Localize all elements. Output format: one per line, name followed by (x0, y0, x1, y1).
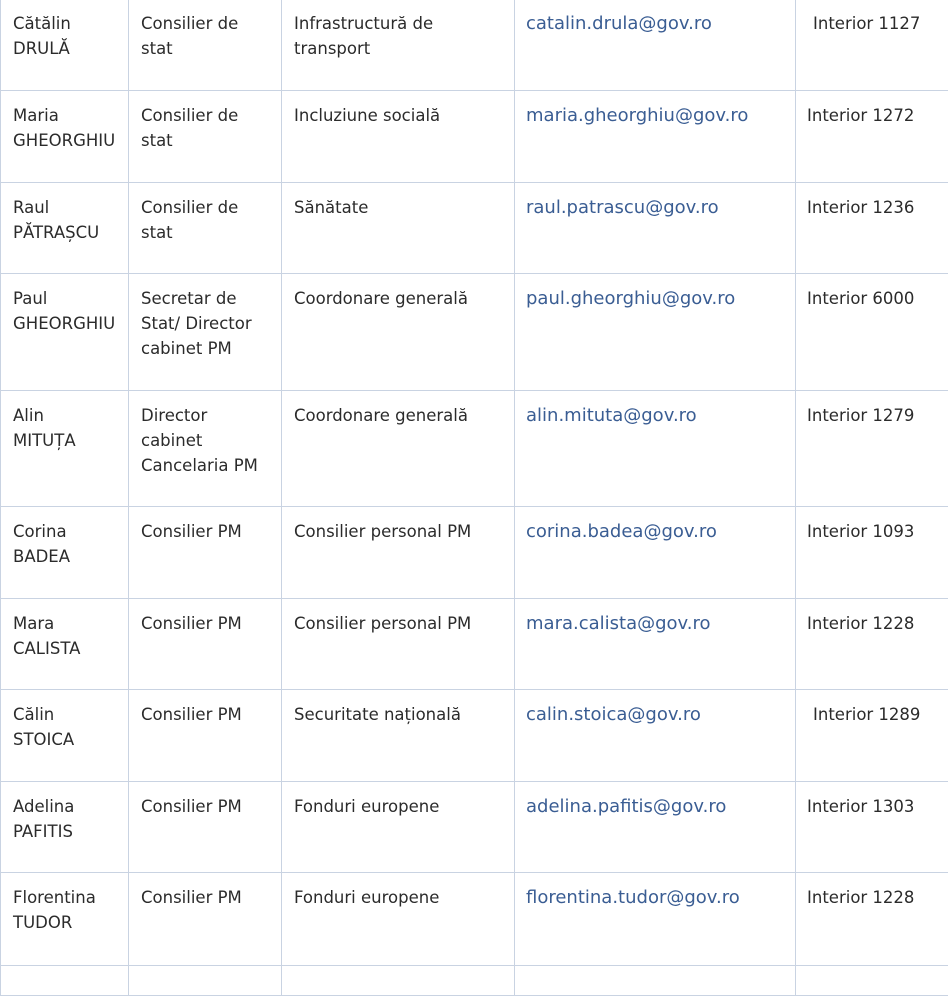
first-name: Călin (13, 705, 54, 724)
area-cell: Consilier personal PM (282, 507, 515, 599)
email-link[interactable]: corina.badea@gov.ro (515, 507, 796, 599)
role-cell: Consilier de stat (129, 0, 282, 91)
area-cell: Securitate națională (282, 690, 515, 782)
role-cell: Consilier PM (129, 690, 282, 782)
first-name: Maria (13, 106, 59, 125)
phone-cell: Interior 1303 (796, 782, 948, 873)
last-name: TUDOR (13, 913, 72, 932)
phone-cell: Interior 1228 (796, 599, 948, 690)
table-row (1, 183, 948, 274)
area-cell: Coordonare generală (282, 274, 515, 391)
role-cell: Consilier PM (129, 782, 282, 873)
empty-cell (129, 966, 282, 996)
phone-cell: Interior 1236 (796, 183, 948, 274)
name-cell (1, 0, 129, 91)
area-cell: Coordonare generală (282, 391, 515, 507)
name-cell (1, 183, 129, 274)
area-cell: Incluziune socială (282, 91, 515, 183)
last-name: PAFITIS (13, 822, 73, 841)
area-cell: Fonduri europene (282, 782, 515, 873)
email-link[interactable]: paul.gheorghiu@gov.ro (515, 274, 796, 391)
last-name: BADEA (13, 547, 70, 566)
role-cell: Director cabinet Cancelaria PM (129, 391, 282, 507)
first-name: Corina (13, 522, 67, 541)
name-cell (1, 274, 129, 391)
phone-cell: Interior 6000 (796, 274, 948, 391)
area-cell: Infrastructură de transport (282, 0, 515, 91)
table-row (1, 391, 948, 507)
table-row (1, 599, 948, 690)
last-name: DRULĂ (13, 39, 70, 58)
area-cell: Consilier personal PM (282, 599, 515, 690)
phone-cell: Interior 1228 (796, 873, 948, 966)
role-cell: Consilier PM (129, 873, 282, 966)
name-cell (1, 599, 129, 690)
first-name: Cătălin (13, 14, 71, 33)
phone-cell: Interior 1272 (796, 91, 948, 183)
role-cell: Secretar de Stat/ Director cabinet PM (129, 274, 282, 391)
last-name: CALISTA (13, 639, 80, 658)
empty-cell (796, 966, 948, 996)
table-row (1, 91, 948, 183)
name-cell (1, 690, 129, 782)
table-row (1, 873, 948, 966)
area-cell: Fonduri europene (282, 873, 515, 966)
email-link[interactable]: raul.patrascu@gov.ro (515, 183, 796, 274)
role-cell: Consilier PM (129, 507, 282, 599)
table-row (1, 782, 948, 873)
name-cell (1, 91, 129, 183)
last-name: STOICA (13, 730, 74, 749)
phone-cell: Interior 1289 (796, 690, 948, 782)
table-row-partial (1, 966, 948, 996)
first-name: Alin (13, 406, 44, 425)
last-name: MITUȚA (13, 431, 76, 450)
name-cell (1, 391, 129, 507)
first-name: Raul (13, 198, 49, 217)
first-name: Mara (13, 614, 54, 633)
phone-cell: Interior 1279 (796, 391, 948, 507)
area-cell: Sănătate (282, 183, 515, 274)
last-name: GHEORGHIU (13, 314, 115, 333)
phone-cell: Interior 1127 (796, 0, 948, 91)
table-row (1, 690, 948, 782)
last-name: GHEORGHIU (13, 131, 115, 150)
email-link[interactable]: maria.gheorghiu@gov.ro (515, 91, 796, 183)
email-link[interactable]: florentina.tudor@gov.ro (515, 873, 796, 966)
last-name: PĂTRAȘCU (13, 223, 99, 242)
email-link[interactable]: mara.calista@gov.ro (515, 599, 796, 690)
role-cell: Consilier de stat (129, 91, 282, 183)
role-cell: Consilier PM (129, 599, 282, 690)
first-name: Florentina (13, 888, 96, 907)
first-name: Paul (13, 289, 47, 308)
email-link[interactable]: catalin.drula@gov.ro (515, 0, 796, 91)
role-cell: Consilier de stat (129, 183, 282, 274)
table-row (1, 507, 948, 599)
email-link[interactable]: calin.stoica@gov.ro (515, 690, 796, 782)
table-row (1, 274, 948, 391)
phone-cell: Interior 1093 (796, 507, 948, 599)
empty-cell (515, 966, 796, 996)
table-row (1, 0, 948, 91)
staff-table-body (1, 0, 948, 996)
email-link[interactable]: alin.mituta@gov.ro (515, 391, 796, 507)
empty-cell (1, 966, 129, 996)
name-cell (1, 782, 129, 873)
empty-cell (282, 966, 515, 996)
name-cell (1, 507, 129, 599)
first-name: Adelina (13, 797, 74, 816)
email-link[interactable]: adelina.pafitis@gov.ro (515, 782, 796, 873)
name-cell (1, 873, 129, 966)
